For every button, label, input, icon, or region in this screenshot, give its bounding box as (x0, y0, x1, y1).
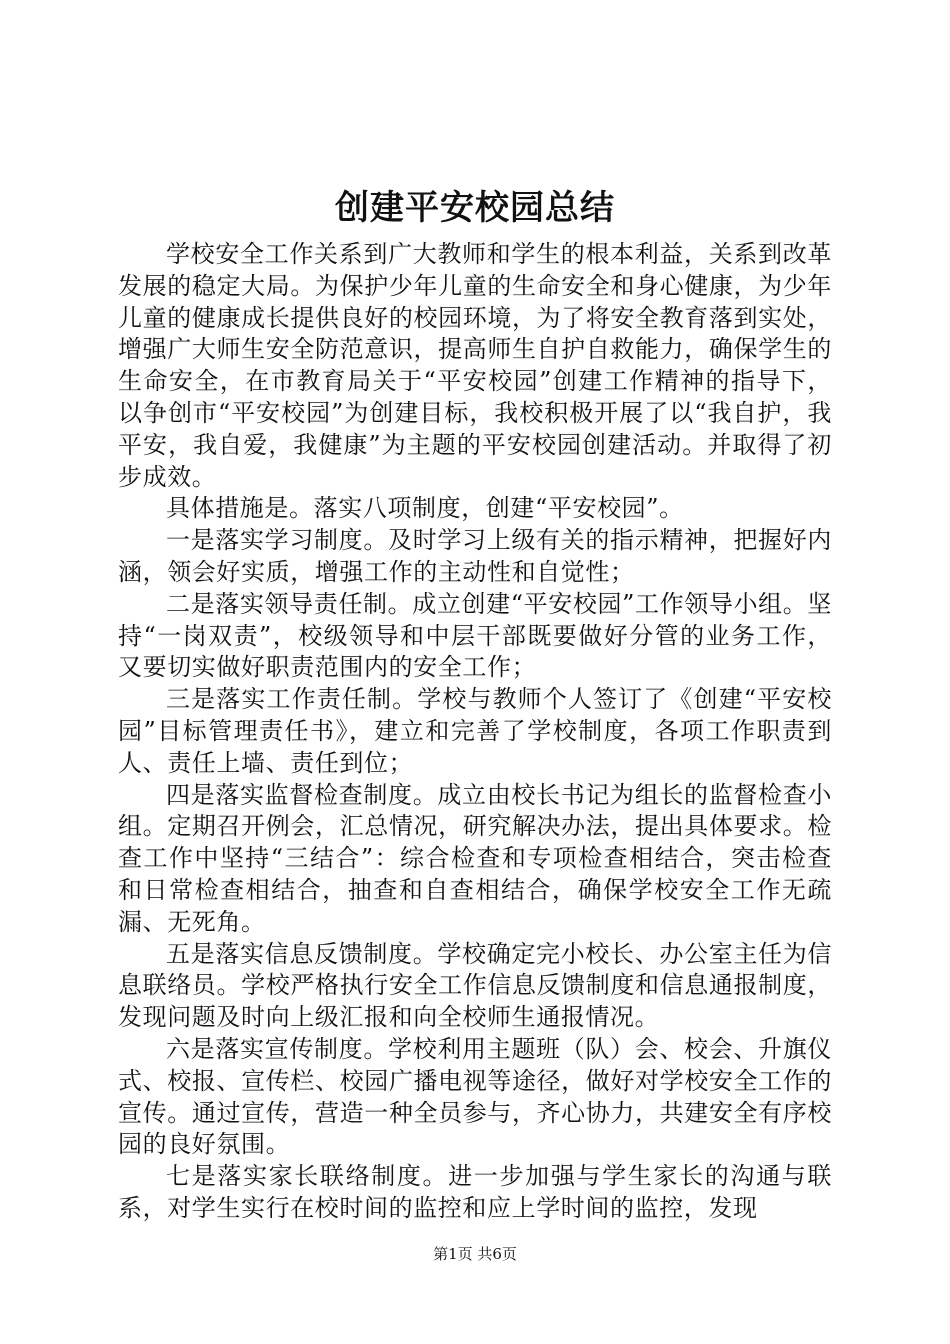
paragraph-item-7: 七是落实家长联络制度。进一步加强与学生家长的沟通与联系，对学生实行在校时间的监控和应上学时间的监控，发现 (118, 1162, 832, 1222)
paragraph-item-6: 六是落实宣传制度。学校利用主题班（队）会、校会、升旗仪式、校报、宣传栏、校园广播电视等途径，做好对学校安全工作的宣传。通过宣传，营造一种全员参与，齐心协力，共建安全有序校园的良好氛围。 (118, 1034, 832, 1159)
paragraph-measures: 具体措施是。落实八项制度，创建“平安校园”。 (166, 494, 684, 523)
paragraph-item-5: 五是落实信息反馈制度。学校确定完小校长、办公室主任为信息联络员。学校严格执行安全工作信息反馈制度和信息通报制度，发现问题及时向上级汇报和向全校师生通报情况。 (118, 939, 832, 1032)
paragraph-item-1: 一是落实学习制度。及时学习上级有关的指示精神，把握好内涵，领会好实质，增强工作的主动性和自觉性； (118, 526, 832, 586)
document-title: 创建平安校园总结 (335, 188, 615, 228)
document-body (118, 239, 832, 1225)
paragraph-item-4: 四是落实监督检查制度。成立由校长书记为组长的监督检查小组。定期召开例会，汇总情况，研究解决办法，提出具体要求。检查工作中坚持“三结合”：综合检查和专项检查相结合，突击检查和日常检查相结合，抽查和自查相结合，确保学校安全工作无疏漏、无死角。 (118, 780, 832, 936)
paragraph-item-2: 二是落实领导责任制。成立创建“平安校园”工作领导小组。坚持“一岗双责”，校级领导和中层干部既要做好分管的业务工作，又要切实做好职责范围内的安全工作； (118, 589, 832, 682)
paragraph-item-3: 三是落实工作责任制。学校与教师个人签订了《创建“平安校园”目标管理责任书》，建立和完善了学校制度，各项工作职责到人、责任上墙、责任到位； (118, 685, 832, 777)
paragraph-intro: 学校安全工作关系到广大教师和学生的根本利益，关系到改革发展的稳定大局。为保护少年儿童的生命安全和身心健康，为少年儿童的健康成长提供良好的校园环境，为了将安全教育落到实处，增强广大师生安全防范意识，提高师生自护自救能力，确保学生的生命安全，在市教育局关于“平安校园”创建工作精神的指导下，以争创市“平安校园”为创建目标，我校积极开展了以“我自护，我平安，我自爱，我健康”为主题的平安校园创建活动。并取得了初步成效。 (118, 240, 832, 491)
page-number-footer: 第1页 共6页 (433, 1245, 517, 1263)
